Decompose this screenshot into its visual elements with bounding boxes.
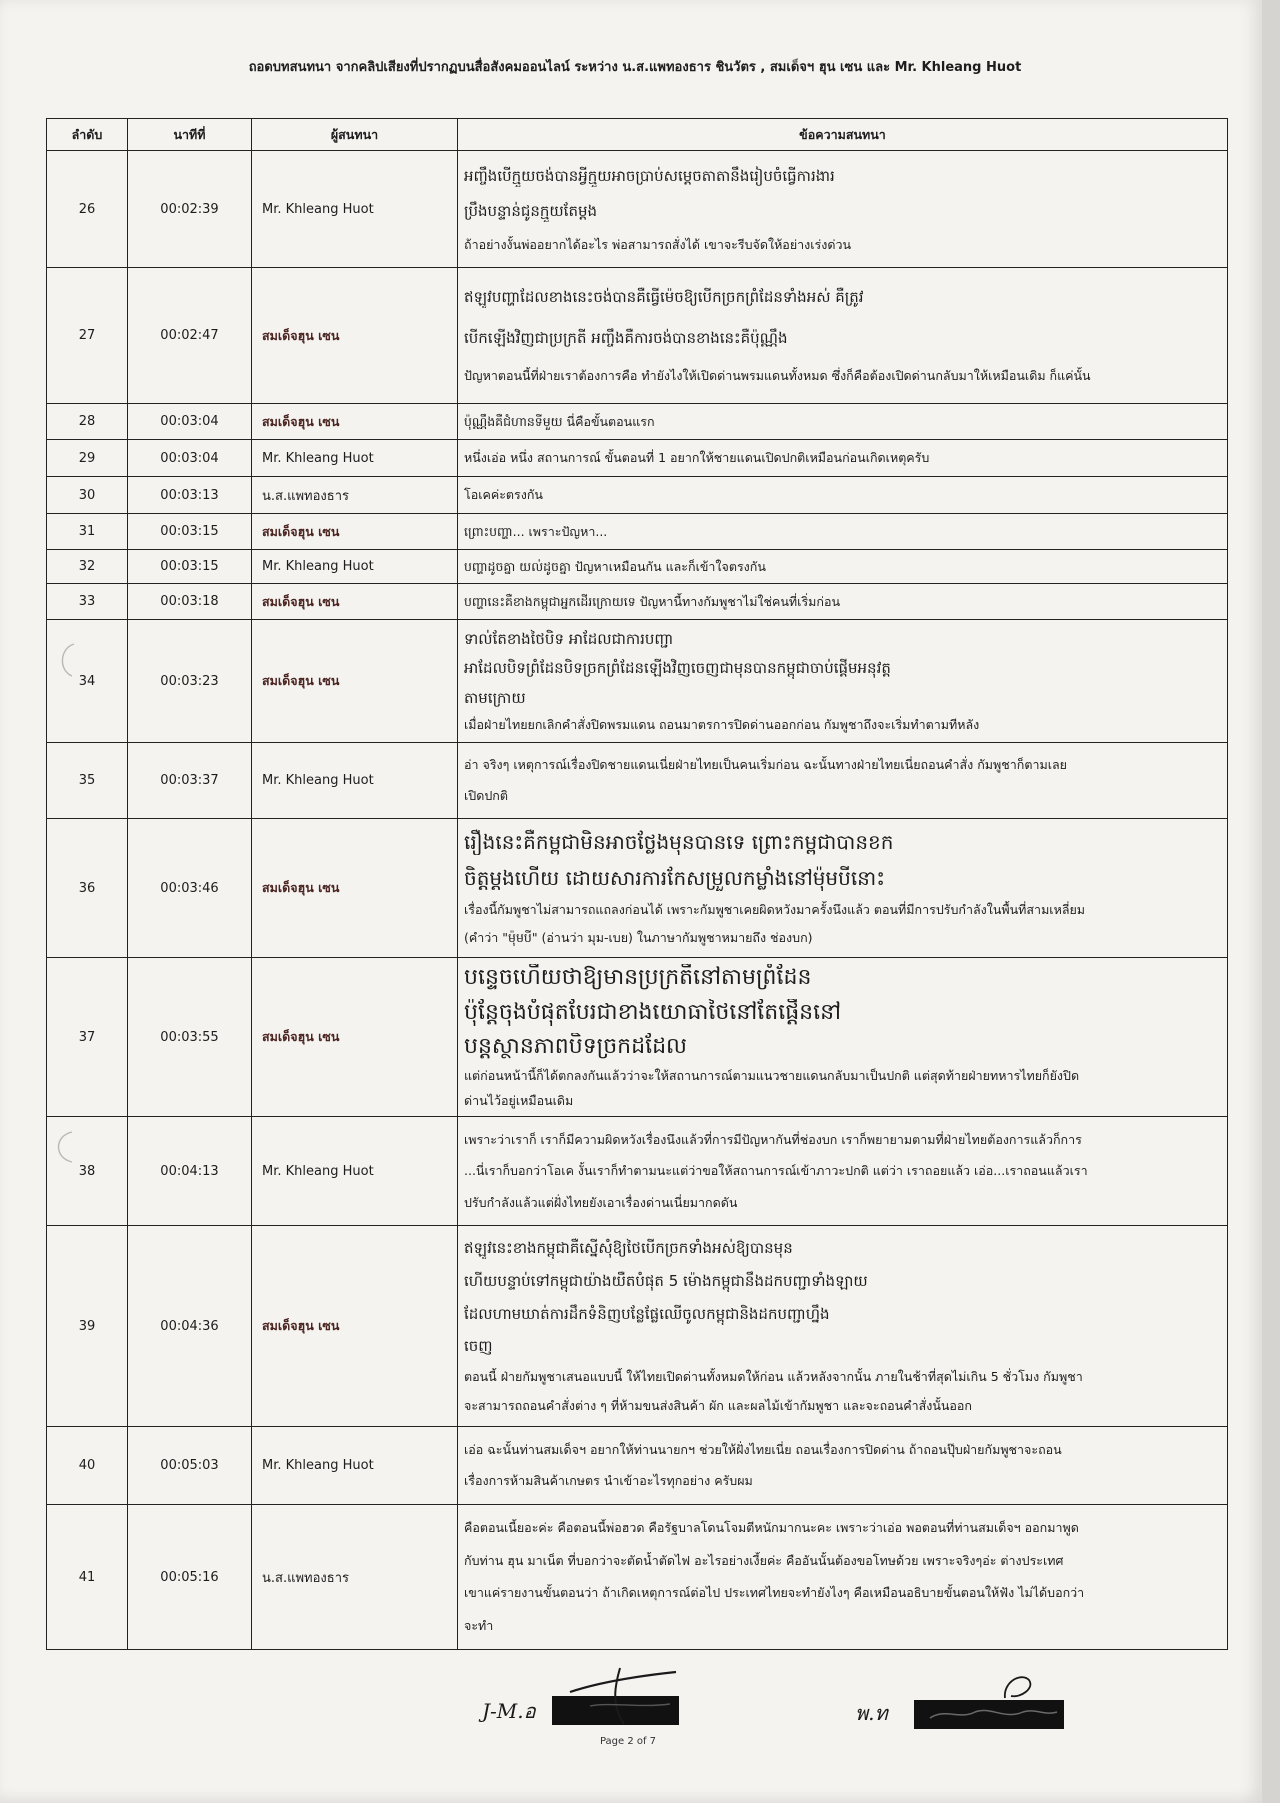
message-line: ...นี่เราก็บอกว่าโอเค งั้นเราก็ทำตามนะแต่ว่าขอให้สถานการณ์เข้าภาวะปกติ แต่ว่า เราถอยแล้ว เอ่อ...เราถอนแล้วเรา [464, 1163, 1088, 1178]
table-row [47, 1427, 1227, 1505]
row-message [458, 819, 1227, 957]
row-message [458, 584, 1227, 619]
message-line: คือตอนเนี้ยอะค่ะ คือตอนนี้พ่อฮวด คือรัฐบาลโดนโจมตีหนักมากนะคะ เพราะว่าเอ่อ พอตอนที่ท่านสมเด็จฯ ออกมาพูด [464, 1520, 1079, 1536]
table-row [47, 1117, 1227, 1226]
row-timestamp: 00:03:46 [128, 819, 252, 957]
initials-left: J-M.อ [482, 1699, 536, 1723]
row-message [458, 440, 1227, 476]
message-line: បញ្ហានេះគឺខាងកម្ពុជាអ្នកដើរក្រោយទេ ปัญหานี้ทางกัมพูชาไม่ใช่คนที่เริ่มก่อน [464, 593, 841, 609]
row-speaker: Mr. Khleang Huot [252, 550, 458, 583]
message-line: ปรับกำลังแล้วแต่ฝั่งไทยยังเอาเรื่องด่านเนี่ยมากดดัน [464, 1194, 738, 1210]
message-line: ទាល់តែខាងថៃបិទ អាដែលជាការបញ្ជា [464, 629, 674, 648]
table-row [47, 958, 1227, 1117]
row-number: 27 [47, 268, 128, 403]
row-timestamp: 00:05:16 [128, 1505, 252, 1649]
table-row [47, 1505, 1227, 1649]
row-timestamp: 00:02:47 [128, 268, 252, 403]
message-line: จะทำ [464, 1617, 494, 1633]
message-line: เรื่องนี้กัมพูชาไม่สามารถแถลงก่อนได้ เพราะกัมพูชาเคยผิดหวังมาครั้งนึงแล้ว ตอนที่มีการปรับกำลังในพื้นที่สามเหลี่ยม [464, 902, 1086, 917]
message-line: เรื่องการห้ามสินค้าเกษตร นำเข้าอะไรทุกอย่าง ครับผม [464, 1473, 753, 1489]
table-row [47, 268, 1227, 404]
message-line: ប្រឹងបន្ទាន់ជូនក្មួយតែម្ដង [464, 202, 598, 220]
row-timestamp: 00:03:18 [128, 584, 252, 619]
message-line: បន្ទេចហើយថាឱ្យមានប្រក្រតីនៅតាមព្រំដែន [464, 965, 812, 991]
message-line: ចិត្តម្ដងហើយ ដោយសារការកែសម្រួលកម្លាំងនៅម៉ុមបីនោះ [464, 866, 886, 890]
row-message [458, 1117, 1227, 1225]
table-header-row [47, 119, 1227, 151]
table-row [47, 620, 1227, 743]
table-row [47, 743, 1227, 819]
row-number: 31 [47, 514, 128, 549]
message-line: ចេញ [464, 1337, 493, 1356]
message-line: อ่า จริงๆ เหตุการณ์เรื่องปิดชายแดนเนี่ยฝ่ายไทยเป็นคนเริ่มก่อน ฉะนั้นทางฝ่ายไทยเนี่ยถอนคำสั่ง กัมพูชาก็ตามเลย [464, 757, 1067, 772]
row-speaker: น.ส.แพทองธาร [252, 477, 458, 513]
row-speaker: น.ส.แพทองธาร [252, 1505, 458, 1649]
table-row [47, 404, 1227, 440]
message-line: បន្តស្ថានភាពបិទច្រកដដែល [464, 1033, 688, 1059]
message-line: ถ้าอย่างงั้นพ่ออยากได้อะไร พ่อสามารถสั่งได้ เขาจะรีบจัดให้อย่างเร่งด่วน [464, 236, 852, 252]
message-line: แต่ก่อนหน้านี้ก็ได้ตกลงกันแล้วว่าจะให้สถานการณ์ตามแนวชายแดนกลับมาเป็นปกติ แต่สุดท้ายฝ่ายทหารไทยก็ยังปิด [464, 1068, 1080, 1084]
initials-right: พ.ท [855, 1701, 888, 1725]
message-line: เขาแค่รายงานขั้นตอนว่า ถ้าเกิดเหตุการณ์ต่อไป ประเทศไทยจะทำยังไงๆ คือเหมือนอธิบายขั้นตอนให้ฟัง ไม่ได้บอกว่า [464, 1585, 1085, 1601]
message-line: បើកឡើងវិញជាប្រក្រតី អញ្ចឹងគឺការចង់បានខាងនេះគឺប៉ុណ្ណឹង [464, 328, 788, 347]
message-line: ដែលហាមឃាត់ការដឹកទំនិញបន្លែផ្លែឈើចូលកម្ពុជានិងដកបញ្ជាហ្នឹង [464, 1304, 830, 1323]
row-number: 33 [47, 584, 128, 619]
row-timestamp: 00:03:55 [128, 958, 252, 1116]
row-timestamp: 00:04:13 [128, 1117, 252, 1225]
message-line: เอ่อ ฉะนั้นท่านสมเด็จฯ อยากให้ท่านนายกฯ ช่วยให้ฝั่งไทยเนี่ย ถอนเรื่องการปิดด่าน ถ้าถอนปุ๊บฝ่ายกัมพูชาจะถอน [464, 1441, 1062, 1457]
row-number: 26 [47, 151, 128, 267]
row-speaker: สมเด็จฮุน เซน [252, 584, 458, 619]
message-line: ตอนนี้ ฝ่ายกัมพูชาเสนอแบบนี้ ให้ไทยเปิดด่านทั้งหมดให้ก่อน แล้วหลังจากนั้น ภายในช้าที่สุดไม่เกิน 5 ชั่วโมง กัมพูชา [464, 1369, 1083, 1385]
row-speaker: สมเด็จฮุน เซน [252, 404, 458, 439]
table-row [47, 550, 1227, 584]
message-line: ปัญหาตอนนี้ที่ฝ่ายเราต้องการคือ ทำยังไงให้เปิดด่านพรมแดนทั้งหมด ซึ่งก็คือต้องเปิดด่านกลับมาให้เหมือนเดิม ก็แค่นั้น [464, 367, 1091, 383]
row-speaker: สมเด็จฮุน เซน [252, 268, 458, 403]
message-line: ប៉ុណ្ណឹងគឺជំហានទីមួយ นี่คือขั้นตอนแรก [464, 413, 655, 429]
document-title: ถอดบทสนทนา จากคลิปเสียงที่ปรากฏบนสื่อสังคมออนไลน์ ระหว่าง น.ส.แพทองธาร ชินวัตร , สมเด็จฯ ฮุน เซน และ Mr. Khleang Huot [248, 60, 1022, 75]
row-speaker: Mr. Khleang Huot [252, 743, 458, 818]
row-number: 36 [47, 819, 128, 957]
row-message [458, 1505, 1227, 1649]
row-speaker: Mr. Khleang Huot [252, 440, 458, 476]
message-line: เพราะว่าเราก็ เราก็มีความผิดหวังเรื่องนึงแล้วที่การมีปัญหากันที่ช่องบก เราก็พยายามตามที่ฝ่ายไทยต้องการแล้วก็การ [464, 1131, 1082, 1147]
row-number: 32 [47, 550, 128, 583]
message-line: กับท่าน ฮุน มาเน็ต ที่บอกว่าจะตัดน้ำตัดไฟ อะไรอย่างเงี้ยค่ะ คืออันนั้นต้องขอโทษด้วย เพราะจริงๆอ่ะ ต่างประเทศ [464, 1552, 1064, 1568]
message-line: ហើយបន្ទាប់ទៅកម្ពុជាយ៉ាងយឺតបំផុត 5 ម៉ោងកម្ពុជានឹងដកបញ្ជាទាំងឡាយ [464, 1271, 868, 1290]
row-timestamp: 00:03:15 [128, 514, 252, 549]
header-speaker: ผู้สนทนา [252, 119, 458, 150]
table-row [47, 1226, 1227, 1427]
row-timestamp: 00:03:15 [128, 550, 252, 583]
row-speaker: Mr. Khleang Huot [252, 1117, 458, 1225]
row-message [458, 550, 1227, 583]
table-row [47, 151, 1227, 268]
row-message [458, 620, 1227, 742]
message-line: រឿងនេះគឺកម្ពុជាមិនអាចថ្លែងមុនបានទេ ព្រោះកម្ពុជាបានខក [464, 830, 894, 854]
row-timestamp: 00:03:13 [128, 477, 252, 513]
row-message [458, 743, 1227, 818]
message-line: ឥឡូវបញ្ហាដែលខាងនេះចង់បានគឺធ្វើម៉េចឱ្យបើកច្រកព្រំដែនទាំងអស់ គឺត្រូវ [464, 288, 864, 307]
row-message [458, 151, 1227, 267]
row-number: 35 [47, 743, 128, 818]
row-timestamp: 00:05:03 [128, 1427, 252, 1504]
message-line: អញ្ចឹងបើក្មួយចង់បានអ្វីក្មួយអាចប្រាប់សម្ដេចតាតានឹងរៀបចំធ្វើការងារ [464, 166, 835, 185]
table-row [47, 440, 1227, 477]
message-line: (คำว่า "ម៉ុមបី" (อ่านว่า มุม-เบย) ในภาษากัมพูชาหมายถึง ช่องบก) [464, 930, 813, 945]
row-timestamp: 00:02:39 [128, 151, 252, 267]
row-message [458, 958, 1227, 1116]
row-timestamp: 00:03:37 [128, 743, 252, 818]
message-line: โอเคค่ะตรงกัน [464, 487, 543, 502]
row-timestamp: 00:03:23 [128, 620, 252, 742]
row-speaker: สมเด็จฮุน เซน [252, 819, 458, 957]
signature-right [845, 1668, 1085, 1736]
message-line: ឥឡូវនេះខាងកម្ពុជាគឺស្នើសុំឱ្យថៃបើកច្រកទាំងអស់ឱ្យបានមុន [464, 1238, 793, 1257]
message-line: ด่านไว้อยู่เหมือนเดิม [464, 1092, 574, 1108]
message-line: เปิดปกติ [464, 788, 508, 803]
signature-scribble-right [1005, 1677, 1031, 1698]
row-message [458, 1427, 1227, 1504]
message-line: ប៉ុន្តែចុងបំផុតបែរជាខាងយោធាថៃនៅតែផ្ដើននៅ [464, 999, 842, 1025]
row-speaker: Mr. Khleang Huot [252, 151, 458, 267]
row-message [458, 514, 1227, 549]
header-no: ลำดับ [47, 119, 128, 150]
header-time: นาทีที่ [128, 119, 252, 150]
row-number: 41 [47, 1505, 128, 1649]
row-number: 34 [47, 620, 128, 742]
row-message [458, 1226, 1227, 1426]
row-number: 39 [47, 1226, 128, 1426]
message-line: តាមក្រោយ [464, 688, 526, 707]
row-message [458, 268, 1227, 403]
row-number: 29 [47, 440, 128, 476]
row-speaker: สมเด็จฮุน เซน [252, 620, 458, 742]
row-timestamp: 00:03:04 [128, 440, 252, 476]
message-line: จะสามารถถอนคำสั่งต่าง ๆ ที่ห้ามขนส่งสินค้า ผัก และผลไม้เข้ากัมพูชา และจะถอนคำสั่งนั้นออก [464, 1398, 972, 1414]
row-message [458, 404, 1227, 439]
table-body [47, 151, 1227, 1649]
page-number: Page 2 of 7 [599, 1736, 657, 1747]
row-number: 30 [47, 477, 128, 513]
signature-left [470, 1662, 700, 1734]
message-line: អាដែលបិទព្រំដែនបិទច្រកព្រំដែនឡើងវិញចេញជាមុនបានកម្ពុជាចាប់ផ្ដើមអនុវត្ត [464, 659, 891, 678]
message-line: ព្រោះបញ្ហា... เพราะปัญหา... [464, 523, 608, 539]
row-speaker: สมเด็จฮุน เซน [252, 958, 458, 1116]
message-line: เมื่อฝ่ายไทยยกเลิกคำสั่งปิดพรมแดน ถอนมาตรการปิดด่านออกก่อน กัมพูชาถึงจะเริ่มทำตามทีหลัง [464, 717, 980, 733]
row-timestamp: 00:03:04 [128, 404, 252, 439]
row-speaker: Mr. Khleang Huot [252, 1427, 458, 1504]
row-speaker: สมเด็จฮุน เซน [252, 1226, 458, 1426]
row-number: 37 [47, 958, 128, 1116]
message-line: បញ្ហាដូចគ្នា យល់ដូចគ្នា ปัญหาเหมือนกัน และก็เข้าใจตรงกัน [464, 558, 766, 574]
table-row [47, 819, 1227, 958]
header-message: ข้อความสนทนา [799, 126, 886, 142]
message-line: หนึ่งเอ่อ หนึ่ง สถานการณ์ ขั้นตอนที่ 1 อยากให้ชายแดนเปิดปกติเหมือนก่อนเกิดเหตุครับ [464, 450, 930, 465]
row-number: 28 [47, 404, 128, 439]
row-number: 38 [47, 1117, 128, 1225]
table-row [47, 477, 1227, 514]
transcript-table [46, 118, 1228, 1650]
row-number: 40 [47, 1427, 128, 1504]
row-timestamp: 00:04:36 [128, 1226, 252, 1426]
table-row [47, 514, 1227, 550]
row-speaker: สมเด็จฮุน เซน [252, 514, 458, 549]
signature-scribble-left [570, 1672, 676, 1692]
table-row [47, 584, 1227, 620]
row-message [458, 477, 1227, 513]
